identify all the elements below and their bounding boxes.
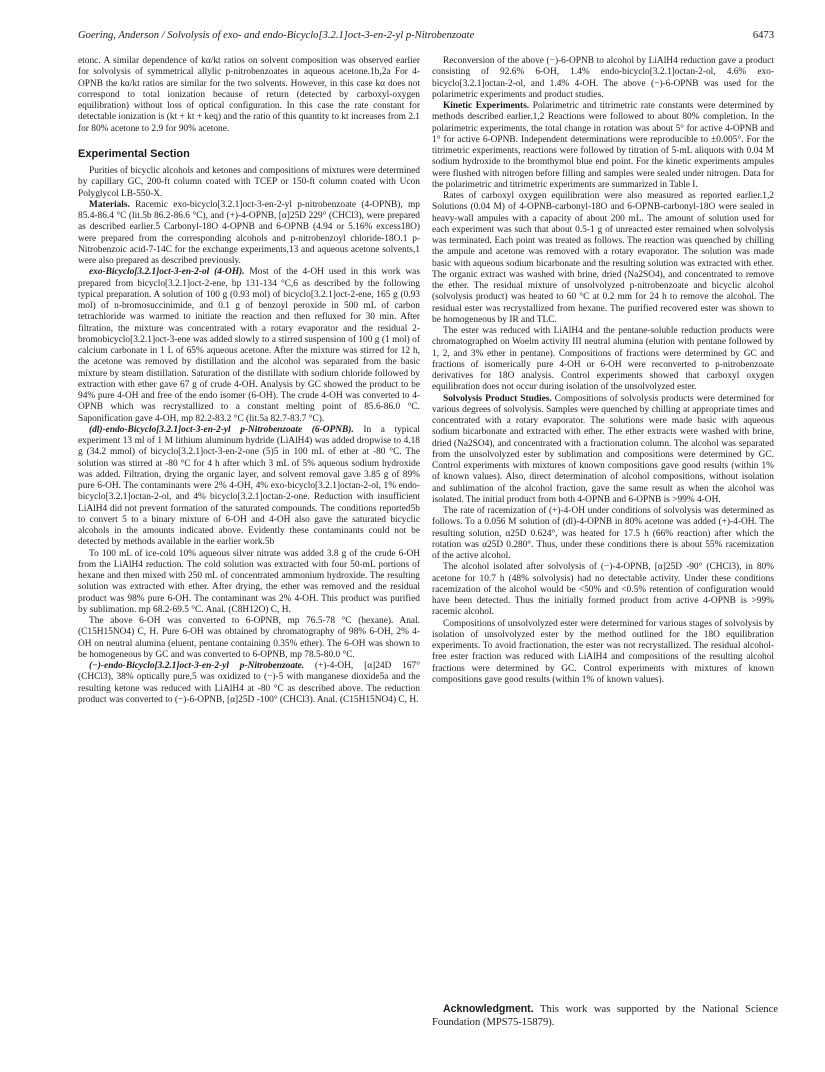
materials-heading: Materials. xyxy=(89,199,130,210)
isolated-alcohol-paragraph: The alcohol isolated after solvolysis of (−)-4-OPNB, [α]25D -90° (CHCl3), in 80% acetone for 10.7 h (48% solvolysis) had no detectable activity. Under these conditions racemization of the alcohol would be <50% and <0.5% retention of configuration would have been detected. Thus the initially formed product from active 4-OPNB is >99% racemic alcohol. xyxy=(432,562,774,618)
materials-paragraph xyxy=(78,200,420,268)
minus-endo-heading: (−)-endo-Bicyclo[3.2.1]oct-3-en-2-yl p-Nitrobenzoate. xyxy=(89,661,305,671)
minus-endo-text: (+)-4-OH, [α]24D 167° (CHCl3), 38% optically pure,5 was oxidized to (−)-5 with manganese dioxide5a and the resulting ketone was reduced with LiAlH4 at -80 °C as described above. The reduction product was converted to (−)-6-OPNB, [α]25D -100° (CHCl3). Anal. (C15H15NO4) C, H. xyxy=(78,661,420,705)
kinetic-text: Polarimetric and titrimetric rate constants were determined by methods described earlier.1,2 Reactions were followed to about 80% completion. In the polarimetric experiments, the total change in rotation was about 5° for active 4-OPNB and 1° for active 6-OPNB. Independent determinations were reproducible to ±0.005°. For the titrimetric experiments, reactions were followed by titration of 5-mL aliquots with 0.04 M sodium hydroxide to the bromthymol blue end point. For the kinetic experiments ampules were flushed with nitrogen before filling and samples were sealed under nitrogen. Data for the polarimetric and titrimetric experiments are summarized in Table I. xyxy=(432,101,774,190)
section-title: Experimental Section xyxy=(78,147,190,160)
ester-reduction-paragraph: The ester was reduced with LiAlH4 and the pentane-soluble reduction products were chromatographed on Woelm activity III neutral alumina (elution with pentane followed by 1, 2, and 3% ether in pentane). Compositions of fractions were determined by GC and fractions of isomerically pure 4-OH or 6-OH were reconverted to p-nitrobenzoate derivatives for 18O analysis. Control experiments showed that carboxyl oxygen equilibration does not occur during isolation of the unsolvolyzed ester. xyxy=(432,326,774,393)
reconversion-paragraph: Reconversion of the above (−)-6-OPNB to alcohol by LiAlH4 reduction gave a product consisting of 92.6% 6-OH, 1.4% endo-bicyclo[3.2.1]octan-2-ol, 4.6% exo-bicyclo[3.2.1]octan-2-ol, and 1.4% 4-OH. The above (−)-6-OPNB was used for the polarimetric experiments and product studies. xyxy=(432,56,774,100)
exo-alcohol-heading: exo-Bicyclo[3.2.1]oct-3-en-2-ol (4-OH). xyxy=(89,267,245,278)
solvolysis-products-text: Compositions of solvolysis products were determined for various degrees of solvolysis. Samples were quenched by chilling at appropriate times and concentrated with a rotary evaporator. The solutions were made basic with aqueous sodium bicarbonate and extracted with ether. The ether extracts were washed with brine, dried (Na2SO4), and concentrated with a fractionation column. The alcohol was separated from the unsolvolyzed ester by sublimation and compositions were determined by GC. Control experiments with mixtures of known compositions gave good results (within 1% of known values). Also, direct determination of alcohol compositions, without isolation and sublimation of the alcohol fraction, gave the same result as when the alcohol was isolated. The initial product from both 4-OPNB and 6-OPNB is >99% 4-OH. xyxy=(432,393,775,505)
page-number: 6473 xyxy=(752,30,774,41)
acknowledgment-heading: Acknowledgment. xyxy=(443,1002,534,1015)
running-header xyxy=(78,30,774,46)
dl-endo-paragraph xyxy=(78,425,420,549)
running-title: Goering, Anderson / Solvolysis of exo- and endo-Bicyclo[3.2.1]oct-3-en-2-yl p-Nitrobenzoate xyxy=(78,30,475,41)
acknowledgment-text: This work was supported by the National Science Foundation (MPS75-15879). xyxy=(432,1003,778,1028)
ester-compositions-paragraph: Compositions of unsolvolyzed ester were determined for various stages of solvolysis by isolation of unsolvolyzed ester by the method outlined for the 18O equilibration experiments. To avoid fractionation, the ester was not recrystallized. The residual alcohol-free ester fraction was reduced with LiAlH4 and compositions of the resulting alcohol fractions were determined by GC. Control experiments with mixtures of known compositions gave good results (within 1% of known values). xyxy=(432,618,774,685)
purities-paragraph: Purities of bicyclic alcohols and ketones and compositions of mixtures were determined by capillary GC, 200-ft column coated with TCEP or 150-ft column coated with Ucon Polyglycol LB-550-X. xyxy=(78,166,420,199)
solvolysis-products-heading: Solvolysis Product Studies. xyxy=(443,393,552,404)
dl-endo-heading: (dl)-endo-Bicyclo[3.2.1]oct-3-en-2-yl p-Nitrobenzoate (6-OPNB). xyxy=(89,424,354,435)
kinetic-heading: Kinetic Experiments. xyxy=(443,101,530,111)
acknowledgment-paragraph xyxy=(432,1003,778,1029)
dl-endo-text: In a typical experiment 13 ml of 1 M lithium aluminum hydride (LiAlH4) was added dropwise to 4.18 g (34.2 mmol) of bicyclo[3.2.1]oct-3-en-2-one (5)5 in 100 mL of ether at -80 °C. The solution was stirred at -80 °C for 4 h after which 3 mL of 5% aqueous sodium hydroxide was added. Filtration, drying the organic layer, and solvent removal gave 3.85 g of 89% pure 6-OH. The contaminants were 2% 4-OH, 4% exo-bicyclo[3.2.1]octan-2-ol, 1% endo-bicyclo[3.2.1]octan-2-ol, and 4% bicyclo[3.2.1]octan-2-one. Reduction with insufficient LiAlH4 did not prevent formation of the saturated compounds. The conditions reported5b to convert 5 to a binary mixture of 6-OH and 4-OH also gave the saturated bicyclic alcohols in the amounts indicated above. Evidently these contaminants could not be detected by methods available in the earlier work.5b xyxy=(78,424,421,548)
exo-alcohol-paragraph xyxy=(78,267,420,425)
kinetic-paragraph xyxy=(432,101,774,191)
intro-paragraph: etonc. A similar dependence of kα/kt ratios on solvent composition was observed earlier for solvolysis of symmetrical allylic p-nitrobenzoates in aqueous acetone.1b,2a For 4-OPNB the kα/kt ratios are similar for the two solvents. However, in this case kα does not correspond to total ionization because of return (detected by carboxyl-oxygen equilibration) without loss of optical configuration. In this case the rate constant for detectable ionization is (kt + kt + keq) and the ratio of this quantity to kt increases from 2.1 for 80% acetone to 2.9 for 90% acetone. xyxy=(78,56,420,134)
6-oh-conversion-paragraph: The above 6-OH was converted to 6-OPNB, mp 76.5-78 °C (hexane). Anal. (C15H15NO4) C, H. Pure 6-OH was obtained by chromatography of 98% 6-OH, 2% 4-OH on neutral alumina (eluent, pentane containing 0.35% ether). The 6-OH was shown to be homogeneous by GC and was converted to 6-OPNB, mp 78.5-80.0 °C. xyxy=(78,616,420,660)
solvolysis-products-paragraph xyxy=(432,394,774,507)
right-column xyxy=(432,56,774,686)
racemization-paragraph: The rate of racemization of (+)-4-OH under conditions of solvolysis was determined as follows. To a 0.056 M solution of (dl)-4-OPNB in 80% acetone was added (+)-4-OH. The resulting solution, α25D 0.624°, was heated for 17.5 h (66% reaction) after which the rotation was α25D 0.280°. Thus, under these conditions there is about 55% racemization of the active alcohol. xyxy=(432,506,774,561)
silver-nitrate-paragraph: To 100 mL of ice-cold 10% aqueous silver nitrate was added 3.8 g of the crude 6-OH from the LiAlH4 reduction. The cold solution was extracted with four 50-mL portions of hexane and then mixed with 250 mL of concentrated ammonium hydroxide. The resulting solution was extracted with ether. After drying, the ether was removed and the residual product was 98% pure 6-OH. The contaminant was 2% 4-OH. This product was purified by sublimation. mp 68.2-69.5 °C. Anal. (C8H12O) C, H. xyxy=(78,548,420,615)
materials-text: Racemic exo-bicyclo[3.2.1]oct-3-en-2-yl p-nitrobenzoate (4-OPNB), mp 85.4-86.4 °C (lit.5b 86.2-86.6 °C), and (+)-4-OPNB, [α]25D 229° (CHCl3), were prepared as described earlier.5 Carbonyl-18O 4-OPNB and 6-OPNB (4.94 or 5.16% excess18O) were prepared from the corresponding alcohols and p-nitrobenzoyl chloride-18O.1 p-Nitrobenzoic acid-7-14C for the exchange experiments,13 and aqueous acetone solvents,1 were also prepared as described previously. xyxy=(78,199,420,266)
exo-alcohol-text: Most of the 4-OH used in this work was prepared from bicyclo[3.2.1]oct-2-ene, bp 131-134 °C,6 as described by the following typical preparation. A solution of 100 g (0.93 mol) of bicyclo[3.2.1]oct-2-ene, 165 g (0.93 mol) of n-bromosuccinimide, and 0.1 g of benzoyl peroxide in 500 mL of carbon tetrachloride was warmed to initiate the reaction and then refluxed for 30 min. After filtration, the mixture was concentrated with a rotary evaporator and the residual 2-bromobicyclo[3.2.1]oct-3-ene was added slowly to a stirred suspension of 100 g (1 mol) of calcium carbonate in 1 L of 65% aqueous acetone. After the mixture was stirred for 12 h, the acetone was removed by distillation and the alcohol was separated from the basic mixture by steam distillation. Saturation of the distillate with sodium chloride followed by extraction with ether gave 67 g of crude 4-OH. Analysis by GC showed the product to be 94% pure 4-OH and free of the endo isomer (6-OH). The crude 4-OH was converted to 4-OPNB which was recrystallized to a constant melting point of 85.6-86.0 °C. Saponification gave 4-OH, mp 82.2-83.2 °C (lit.5a 82.7-83.7 °C). xyxy=(78,267,420,424)
rates-paragraph: Rates of carboxyl oxygen equilibration were also measured as reported earlier.1,2 Solutions (0.04 M) of 4-OPNB-carbonyl-18O and 6-OPNB-carbonyl-18O were sealed in heavy-wall ampules with a capacity of about 200 mL. The amount of solution used for each experiment was such that about 0.5-1 g of unreacted ester remained when solvolysis was terminated. Each point was treated as follows. The reaction was quenched by chilling the ampule and acetone was removed with a rotary evaporator. The solution was made basic with aqueous sodium bicarbonate and the resulting solution was extracted with ether. The organic extract was washed with brine, dried (Na2SO4), and concentrated to remove the ether. The residual mixture of unsolvolyzed p-nitrobenzoate and bicyclic alcohol (solvolysis product) was heated to 60 °C at 0.2 mm for 24 h to remove the alcohol. The residual ester was recrystallized from hexane. The purified recovered ester was shown to be homogeneous by IR and TLC. xyxy=(432,191,774,325)
left-column xyxy=(78,56,420,706)
minus-endo-paragraph xyxy=(78,661,420,706)
